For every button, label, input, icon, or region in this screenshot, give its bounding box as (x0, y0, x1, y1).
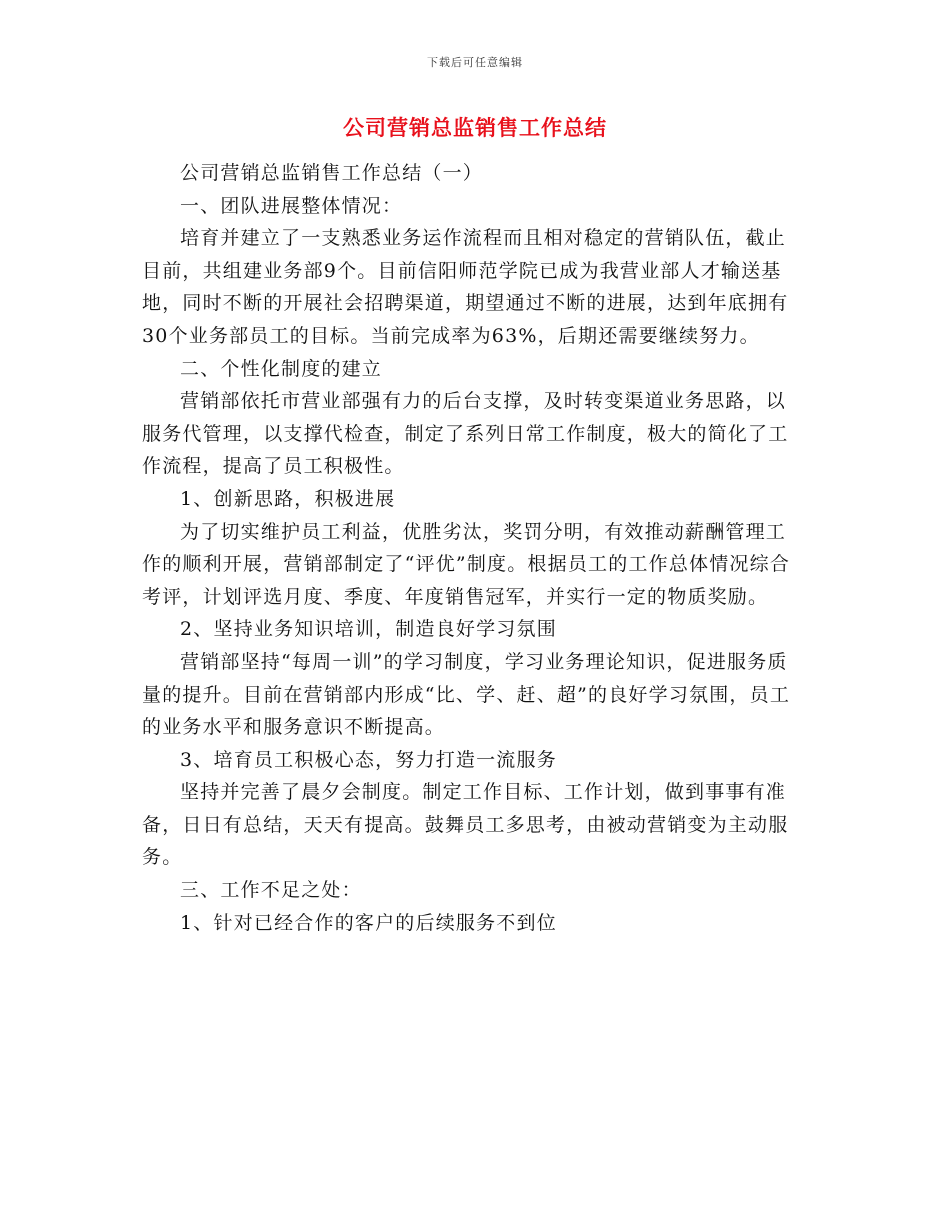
paragraph: 坚持并完善了晨夕会制度。制定工作目标、工作计划，做到事事有准备，日日有总结，天天有提高。鼓舞员工多思考，由被动营销变为主动服务。 (142, 781, 789, 869)
paragraph-subtitle: 公司营销总监销售工作总结（一） (180, 162, 484, 184)
paragraph: 营销部依托市营业部强有力的后台支撑，及时转变渠道业务思路，以服务代管理，以支撑代检查，制定了系列日常工作制度，极大的简化了工作流程，提高了员工积极性。 (142, 390, 789, 478)
header-note: 下载后可任意编辑 (427, 56, 523, 69)
sub-heading-4: 1、针对已经合作的客户的后续服务不到位 (180, 911, 557, 934)
document-title: 公司营销总监销售工作总结 (343, 115, 607, 140)
section-heading-1: 一、团队进展整体情况： (180, 194, 403, 217)
section-heading-2: 二、个性化制度的建立 (180, 357, 383, 380)
paragraph: 培育并建立了一支熟悉业务运作流程而且相对稳定的营销队伍，截止目前，共组建业务部9个。目前信阳师范学院已成为我营业部人才输送基地，同时不断的开展社会招聘渠道，期望通过不断的进展，达到年底拥有30个业务部员工的目标。当前完成率为63%，后期还需要继续努力。 (142, 227, 789, 347)
sub-heading-3: 3、培育员工积极心态，努力打造一流服务 (180, 748, 557, 771)
sub-heading-2: 2、坚持业务知识培训，制造良好学习氛围 (180, 618, 557, 641)
paragraph: 营销部坚持“每周一训”的学习制度，学习业务理论知识，促进服务质量的提升。目前在营销部内形成“比、学、赶、超”的良好学习氛围，员工的业务水平和服务意识不断提高。 (142, 650, 791, 739)
paragraph: 为了切实维护员工利益，优胜劣汰，奖罚分明，有效推动薪酬管理工作的顺利开展，营销部制定了“评优”制度。根据员工的工作总体情况综合考评，计划评选月度、季度、年度销售冠军，并实行一定的物质奖励。 (142, 520, 791, 608)
document-body (142, 157, 806, 939)
section-heading-3: 三、工作不足之处： (180, 879, 362, 902)
sub-heading-1: 1、创新思路，积极进展 (180, 487, 396, 510)
